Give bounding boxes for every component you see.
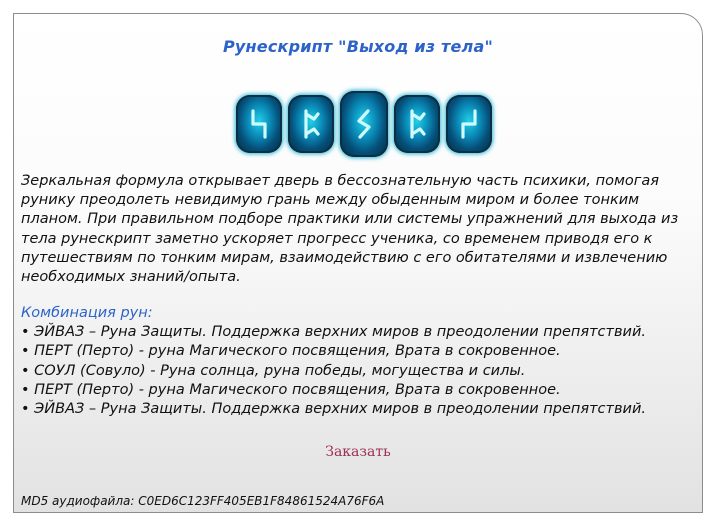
list-item: • ПЕРТ (Перто) - руна Магического посвящения, Врата в сокровенное.	[21, 381, 646, 400]
perthro-rune-icon	[288, 95, 334, 153]
page-title: Рунескрипт "Выход из тела"	[222, 37, 494, 56]
md5-checksum: MD5 аудиофайла: C0ED6C123FF405EB1F84861524A76F6A	[21, 494, 385, 508]
sowilo-rune-icon	[340, 91, 388, 157]
perthro-rune-glyph	[298, 108, 324, 140]
description-text: Зеркальная формула открывает дверь в бессознательную часть психики, помогая рунику преодолеть невидимую грань между обыденным миром и более тонким планом. При правильном подборе практики или системы упражнений для выхода из тела рунескрипт заметно ускоряет прогресс ученика, со временем приводя его к путешествиям по тонким мирам, взаимодействию с его обитателями и извлечению необходимых знаний/опыта.	[21, 173, 679, 286]
list-item: • ПЕРТ (Перто) - руна Магического посвящения, Врата в сокровенное.	[21, 342, 646, 361]
list-item: • СОУЛ (Совуло) - Руна солнца, руна победы, могущества и силы.	[21, 362, 646, 381]
ehwaz-rune-icon	[446, 95, 492, 153]
perthro-rune-icon	[394, 95, 440, 153]
order-link[interactable]: Заказать	[325, 444, 391, 460]
combination-list	[21, 323, 646, 419]
sowilo-rune-glyph	[351, 108, 377, 140]
ehwaz-rune-glyph	[456, 108, 482, 140]
rune-strip	[236, 84, 492, 164]
runescript-card	[13, 13, 703, 513]
perthro-rune-glyph	[404, 108, 430, 140]
ehwaz-rune-glyph	[246, 108, 272, 140]
list-item: • ЭЙВАЗ – Руна Защиты. Поддержка верхних миров в преодолении препятствий.	[21, 323, 646, 342]
list-item: • ЭЙВАЗ – Руна Защиты. Поддержка верхних миров в преодолении препятствий.	[21, 400, 646, 419]
combination-heading: Комбинация рун:	[21, 305, 153, 321]
ehwaz-rune-icon	[236, 95, 282, 153]
